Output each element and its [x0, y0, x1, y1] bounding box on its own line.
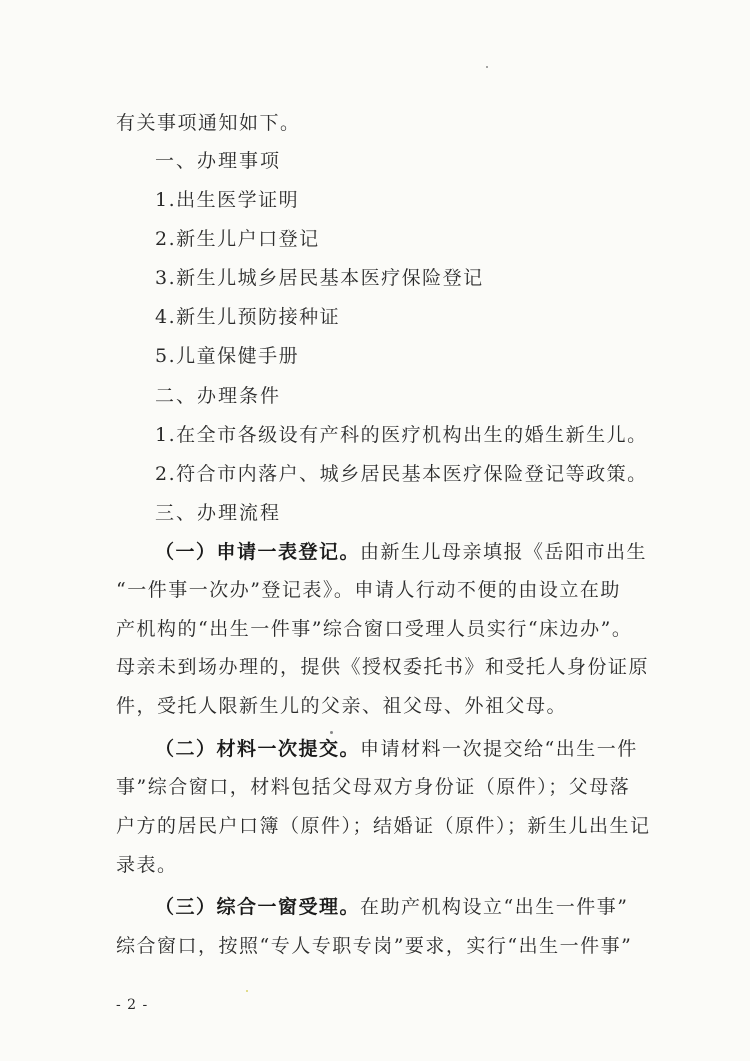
section-heading-2: 二、办理条件: [155, 385, 282, 407]
paragraph-2-line-3: 户方的居民户口簿（原件）；结婚证（原件）；新生儿出生记: [116, 815, 651, 837]
paragraph-3-bold-head: （三）综合一窗受理。: [155, 896, 361, 918]
paragraph-1-line-3: 产机构的“出生一件事”综合窗口受理人员实行“床边办”。: [116, 618, 633, 640]
paragraph-1-line-4: 母亲未到场办理的，提供《授权委托书》和受托人身份证原: [116, 656, 650, 678]
list-item-2-1: 1.在全市各级设有产科的医疗机构出生的婚生新生儿。: [155, 424, 648, 446]
list-item-1-2: 2.新生儿户口登记: [155, 228, 320, 250]
paragraph-1-bold-head: （一）申请一表登记。: [155, 541, 361, 563]
list-item-1-4: 4.新生儿预防接种证: [155, 306, 341, 328]
list-item-1-1: 1.出生医学证明: [155, 189, 300, 211]
paragraph-1-text: 由新生儿母亲填报《岳阳市出生: [360, 541, 648, 563]
section-heading-1: 一、办理事项: [155, 150, 282, 172]
list-item-1-3: 3.新生儿城乡居民基本医疗保险登记: [155, 267, 484, 289]
list-item-1-5: 5.儿童保健手册: [155, 345, 300, 367]
paragraph-1-line-2: “一件事一次办”登记表》。申请人行动不便的由设立在助: [116, 579, 621, 601]
scan-speck: [330, 731, 333, 734]
paragraph-2-line-4: 录表。: [116, 854, 178, 876]
list-item-2-2: 2.符合市内落户、城乡居民基本医疗保险登记等政策。: [155, 463, 648, 485]
paragraph-1-line-5: 件，受托人限新生儿的父亲、祖父母、外祖父母。: [116, 695, 568, 717]
section-heading-3: 三、办理流程: [155, 502, 282, 524]
page-number: - 2 -: [116, 997, 149, 1013]
paragraph-3-text: 在助产机构设立“出生一件事”: [360, 896, 629, 918]
paragraph-2-line-2: 事”综合窗口，材料包括父母双方身份证（原件）；父母落: [116, 776, 631, 798]
scan-speck: [246, 990, 248, 992]
paragraph-2-line-1: [155, 737, 638, 761]
intro-line: 有关事项通知如下。: [116, 112, 301, 134]
paragraph-3-line-1: [155, 895, 628, 919]
paragraph-1-line-1: [155, 540, 647, 564]
paragraph-3-line-2: 综合窗口，按照“专人专职专岗”要求，实行“出生一件事”: [116, 935, 633, 957]
paragraph-2-text: 申请材料一次提交给“出生一件: [360, 738, 638, 760]
scan-speck: [486, 66, 488, 68]
paragraph-2-bold-head: （二）材料一次提交。: [155, 738, 361, 760]
